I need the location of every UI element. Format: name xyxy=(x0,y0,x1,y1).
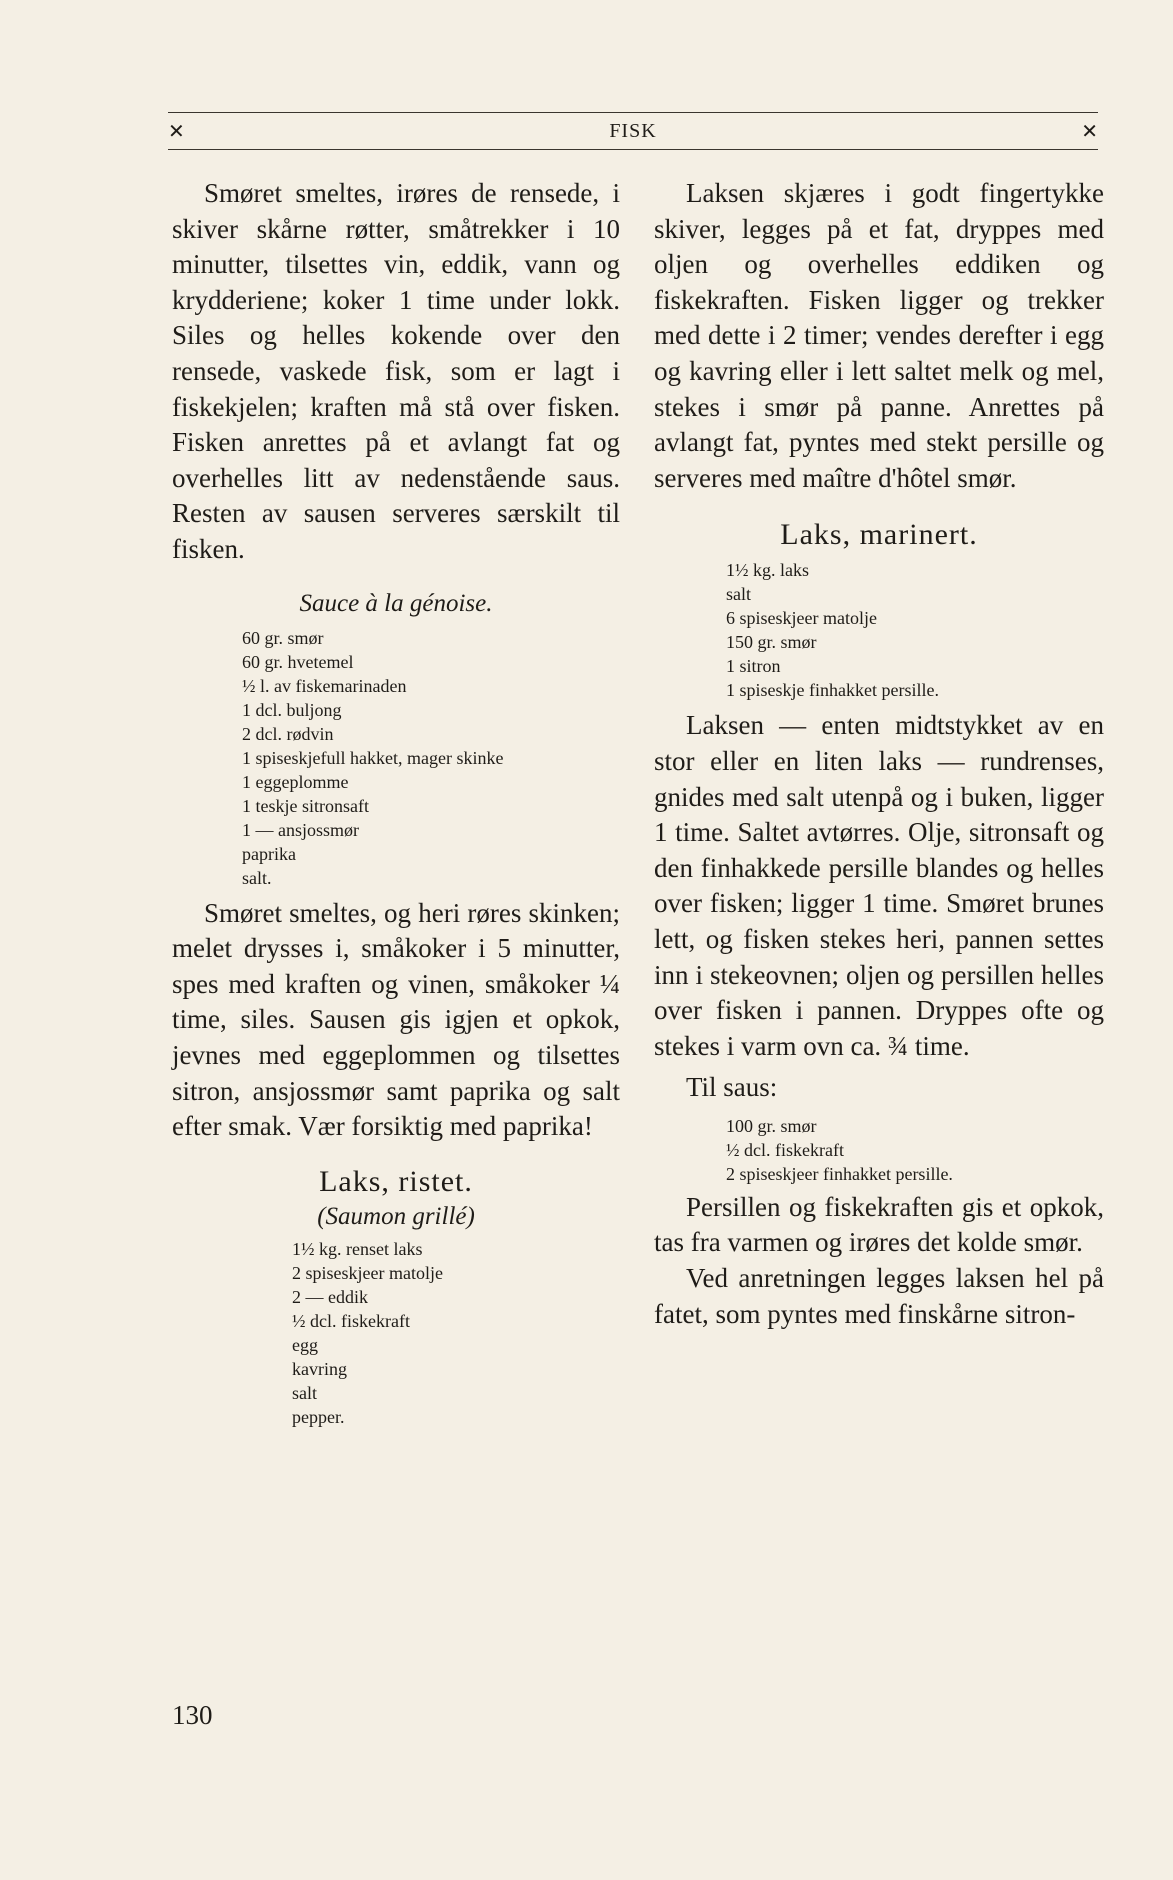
list-item: salt. xyxy=(242,867,272,888)
list-item: ½ dcl. fiskekraft xyxy=(292,1310,410,1331)
recipe-ingredient-list xyxy=(292,1237,620,1429)
list-item: 2 spiseskjeer finhakket persille. xyxy=(726,1163,953,1184)
list-item: paprika xyxy=(242,843,296,864)
paragraph-sauce-method: Smøret smeltes, og heri røres skinken; melet drysses i, småkoker i 5 minutter, spes med kraften og vinen, småkoker ¼ time, siles. Sausen gis igjen et opkok, jevnes med eggeplommen og tilsettes sitron, ansjossmør samt paprika og salt efter smak. Vær forsiktig med paprika! xyxy=(172,897,620,1142)
list-item: 2 — eddik xyxy=(292,1286,368,1307)
list-item: egg xyxy=(292,1334,318,1355)
paragraph-marinade-method: Laksen — enten midtstykket av en stor eller en liten laks — rundrenses, gnides med salt utenpå og i buken, ligger 1 time. Saltet avtørres. Olje, sitronsaft og den finhakkede persille blandes og helles over fisken; ligger 1 time. Smøret brunes lett, og fisken stekes heri, pannen settes inn i stekeovnen; oljen og persillen helles over fisken i pannen. Dryppes ofte og stekes i varm ovn ca. ¾ time. xyxy=(654,710,1104,1061)
list-item: 100 gr. smør xyxy=(726,1115,817,1136)
paragraph-serving: Ved anretningen legges laksen hel på fatet, som pyntes med finskårne sitron- xyxy=(654,1263,1104,1329)
list-item: 60 gr. smør xyxy=(242,627,324,648)
list-item: 1½ kg. renset laks xyxy=(292,1238,423,1259)
list-item: 150 gr. smør xyxy=(726,632,817,653)
list-item: 2 spiseskjeer matolje xyxy=(292,1262,443,1283)
list-item: ½ dcl. fiskekraft xyxy=(726,1139,844,1160)
sauce-label: Til saus: xyxy=(686,1072,778,1103)
list-item: ½ l. av fiskemarinaden xyxy=(242,675,407,696)
list-item: 1 spiseskjefull hakket, mager skinke xyxy=(242,747,504,768)
chapter-title: FISK xyxy=(609,120,657,142)
left-column xyxy=(172,176,620,1429)
sauce-title: Sauce à la génoise. xyxy=(299,589,493,617)
ornament-left-icon: ✕ xyxy=(168,119,185,143)
list-item: 60 gr. hvetemel xyxy=(242,651,354,672)
ornament-right-icon: ✕ xyxy=(1081,119,1098,143)
list-item: 6 spiseskjeer matolje xyxy=(726,608,877,629)
list-item: 1½ kg. laks xyxy=(726,560,809,581)
recipe-title-laks-ristet: Laks, ristet. xyxy=(319,1164,473,1198)
paragraph-saus-method: Persillen og fiskekraften gis et opkok, tas fra varmen og irøres det kolde smør. xyxy=(654,1191,1104,1258)
list-item: pepper. xyxy=(292,1406,345,1427)
list-item: 1 teskje sitronsaft xyxy=(242,795,369,816)
marinade-ingredient-list xyxy=(726,558,1104,702)
list-item: 1 — ansjossmør xyxy=(242,819,359,840)
list-item: 1 eggeplomme xyxy=(242,771,349,792)
list-item: salt xyxy=(292,1382,317,1403)
list-item: 1 dcl. buljong xyxy=(242,699,342,720)
right-column xyxy=(654,176,1104,1332)
paragraph-fish-stock: Smøret smeltes, irøres de rensede, i skiver skårne røtter, småtrekker i 10 minutter, tilsettes vin, eddik, vann og krydderiene; koker 1 time under lokk. Siles og helles kokende over den rensede, vaskede fisk, som er lagt i fiskekjelen; kraften må stå over fisken. Fisken anrettes på et avlangt fat og overhelles litt av nedenstående saus. Resten av sausen serveres særskilt til fisken. xyxy=(172,178,620,564)
recipe-subtitle: (Saumon grillé) xyxy=(317,1202,475,1230)
list-item: 1 sitron xyxy=(726,656,781,677)
sauce-ingredient-list xyxy=(242,626,620,890)
list-item: 2 dcl. rødvin xyxy=(242,723,334,744)
list-item: 1 spiseskje finhakket persille. xyxy=(726,680,939,701)
list-item: salt xyxy=(726,584,751,605)
list-item: kavring xyxy=(292,1358,347,1379)
recipe-title-laks-marinert: Laks, marinert. xyxy=(780,518,978,552)
saus-ingredient-list xyxy=(726,1114,1104,1186)
running-header xyxy=(168,112,1098,150)
paragraph-grill-method: Laksen skjæres i godt fingertykke skiver, legges på et fat, dryppes med oljen og overhelles eddiken og fiskekraften. Fisken ligger og trekker med dette i 2 timer; vendes derefter i egg og kavring eller i lett saltet melk og mel, stekes i smør på panne. Anrettes på avlangt fat, pyntes med stekt persille og serveres med maître d'hôtel smør. xyxy=(654,178,1104,493)
page-number: 130 xyxy=(172,1700,213,1730)
